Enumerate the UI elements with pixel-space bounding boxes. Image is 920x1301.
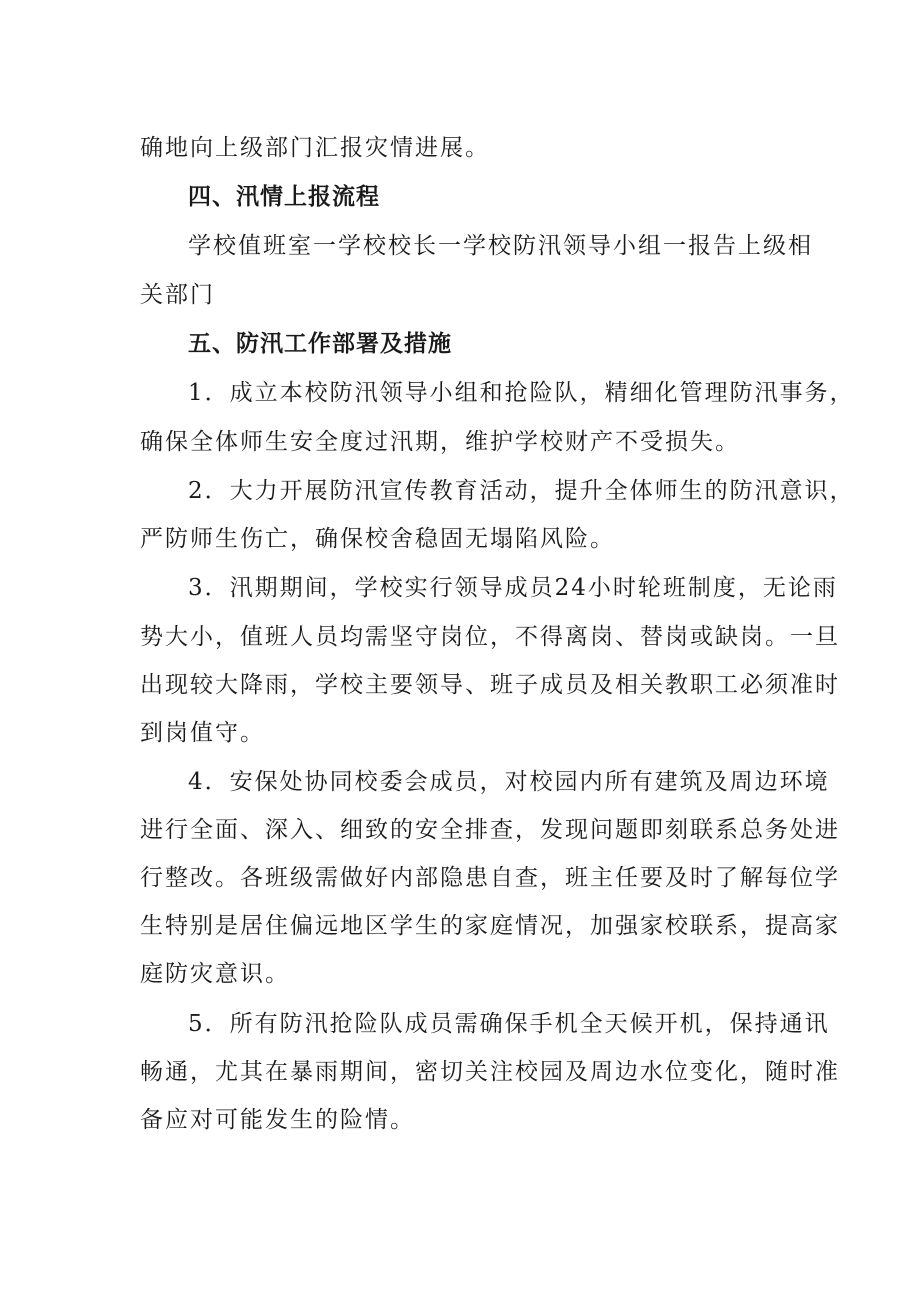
- section-heading-5: 五、防汛工作部署及措施: [188, 331, 452, 357]
- item-4-line: 进行全面、深入、细致的安全排查，发现问题即刻联系总务处进: [140, 817, 840, 843]
- continuation-line: 确地向上级部门汇报灾情进展。: [140, 135, 490, 161]
- item-3-line: 出现较大降雨，学校主要领导、班子成员及相关教职工必须准时: [140, 672, 840, 698]
- item-1-line: 1．成立本校防汛领导小组和抢险队，精细化管理防汛事务，: [188, 380, 855, 406]
- item-2-line: 严防师生伤亡，确保校舍稳固无塌陷风险。: [140, 526, 615, 552]
- item-5-line: 5．所有防汛抢险队成员需确保手机全天候开机，保持通讯: [188, 1011, 830, 1037]
- item-3-line: 3．汛期期间，学校实行领导成员24小时轮班制度，无论雨: [188, 575, 838, 601]
- item-4-line: 庭防灾意识。: [140, 961, 290, 987]
- item-2-line: 2．大力开展防汛宣传教育活动，提升全体师生的防汛意识，: [188, 478, 855, 504]
- item-3-line: 势大小，值班人员均需坚守岗位，不得离岗、替岗或缺岗。一旦: [140, 624, 840, 650]
- flow-line: 学校值班室一学校校长一学校防汛领导小组一报告上级相: [188, 233, 813, 259]
- flow-line: 关部门: [140, 282, 215, 308]
- item-5-line: 备应对可能发生的险情。: [140, 1107, 415, 1133]
- item-1-line: 确保全体师生安全度过汛期，维护学校财产不受损失。: [140, 429, 740, 455]
- item-3-line: 到岗值守。: [140, 720, 265, 746]
- item-4-line: 4．安保处协同校委会成员，对校园内所有建筑及周边环境: [188, 769, 830, 795]
- item-4-line: 行整改。各班级需做好内部隐患自查，班主任要及时了解每位学: [140, 865, 840, 891]
- item-4-line: 生特别是居住偏远地区学生的家庭情况，加强家校联系，提高家: [140, 913, 840, 939]
- item-5-line: 畅通，尤其在暴雨期间，密切关注校园及周边水位变化，随时准: [140, 1059, 840, 1085]
- section-heading-4: 四、汛情上报流程: [188, 184, 380, 210]
